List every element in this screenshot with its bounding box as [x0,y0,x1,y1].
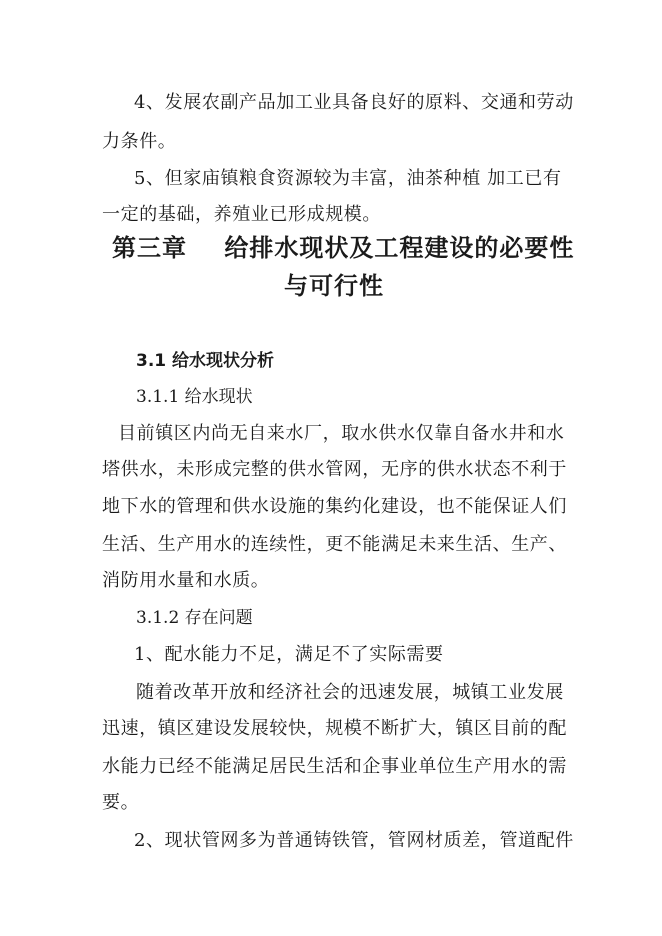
issue-1-body-line-4: 要。 [102,792,140,813]
chapter-title-line-2: 与可行性 [284,272,384,300]
section-3-1-title: 3.1 给水现状分析 [136,351,275,371]
body-3-1-1-line-4: 生活、生产用水的连续性，更不能满足未来生活、生产、 [102,534,567,555]
body-3-1-1-line-5: 消防用水量和水质。 [102,570,270,591]
paragraph-5-line-1: 5、但家庙镇粮食资源较为丰富，油茶种植 加工已有 [134,168,562,189]
body-3-1-1-line-1: 目前镇区内尚无自来水厂，取水供水仅靠自备水井和水 [118,423,565,444]
issue-1-body-line-3: 水能力已经不能满足居民生活和企事业单位生产用水的需 [102,756,567,777]
paragraph-4-line-1: 4、发展农副产品加工业具备良好的原料、交通和劳动 [134,92,574,113]
body-3-1-1-line-2: 塔供水，未形成完整的供水管网，无序的供水状态不利于 [102,459,567,480]
issue-1-body-line-1: 随着改革开放和经济社会的迅速发展，城镇工业发展 [136,682,564,703]
issue-2-line-1: 2、现状管网多为普通铸铁管，管网材质差，管道配件 [134,830,574,851]
body-3-1-1-line-3: 地下水的管理和供水设施的集约化建设，也不能保证人们 [102,496,567,517]
paragraph-4-line-2: 力条件。 [102,131,177,152]
chapter-title-line-1: 第三章 给排水现状及工程建设的必要性 [112,234,575,262]
paragraph-5-line-2: 一定的基础，养殖业已形成规模。 [102,204,381,225]
issue-1-title: 1、配水能力不足，满足不了实际需要 [134,644,444,665]
issue-1-body-line-2: 迅速，镇区建设发展较快，规模不断扩大，镇区目前的配 [102,718,567,739]
subsection-3-1-1-title: 3.1.1 给水现状 [136,387,253,407]
subsection-3-1-2-title: 3.1.2 存在问题 [136,608,253,628]
